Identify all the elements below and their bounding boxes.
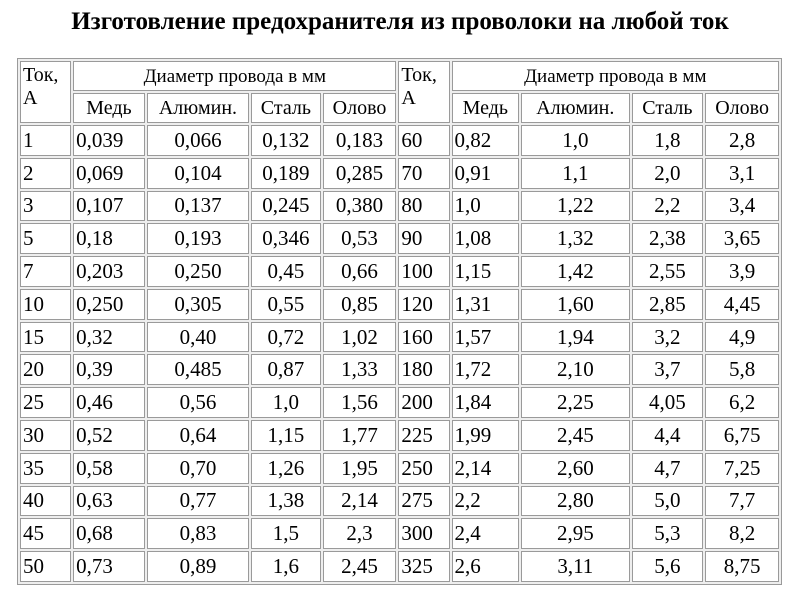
table-row bbox=[20, 518, 779, 549]
table-row bbox=[20, 125, 779, 156]
current-cell: 300 bbox=[398, 518, 449, 549]
current-cell: 160 bbox=[398, 322, 449, 353]
copper-cell: 1,15 bbox=[452, 256, 520, 287]
steel-cell: 1,5 bbox=[251, 518, 321, 549]
tin-cell: 0,380 bbox=[323, 191, 397, 222]
material-header-steel: Сталь bbox=[632, 93, 704, 123]
tin-cell: 5,8 bbox=[705, 354, 779, 385]
current-cell: 15 bbox=[20, 322, 71, 353]
tin-cell: 1,56 bbox=[323, 387, 397, 418]
steel-cell: 2,55 bbox=[632, 256, 704, 287]
current-cell: 20 bbox=[20, 354, 71, 385]
copper-cell: 0,32 bbox=[73, 322, 145, 353]
aluminium-cell: 0,89 bbox=[147, 551, 249, 582]
tin-cell: 3,4 bbox=[705, 191, 779, 222]
aluminium-cell: 1,0 bbox=[521, 125, 629, 156]
copper-cell: 0,73 bbox=[73, 551, 145, 582]
current-cell: 250 bbox=[398, 453, 449, 484]
aluminium-cell: 1,60 bbox=[521, 289, 629, 320]
fuse-wire-table bbox=[17, 58, 782, 585]
tin-cell: 7,25 bbox=[705, 453, 779, 484]
aluminium-cell: 0,104 bbox=[147, 158, 249, 189]
aluminium-cell: 1,42 bbox=[521, 256, 629, 287]
header-row bbox=[20, 61, 779, 91]
steel-cell: 0,72 bbox=[251, 322, 321, 353]
steel-cell: 5,6 bbox=[632, 551, 704, 582]
steel-cell: 0,55 bbox=[251, 289, 321, 320]
table-row bbox=[20, 289, 779, 320]
table-row bbox=[20, 453, 779, 484]
copper-cell: 1,99 bbox=[452, 420, 520, 451]
table-row bbox=[20, 420, 779, 451]
aluminium-cell: 2,95 bbox=[521, 518, 629, 549]
steel-cell: 0,45 bbox=[251, 256, 321, 287]
tin-cell: 4,45 bbox=[705, 289, 779, 320]
table-row bbox=[20, 158, 779, 189]
steel-cell: 5,3 bbox=[632, 518, 704, 549]
page-title: Изготовление предохранителя из проволоки на любой ток bbox=[71, 8, 729, 35]
tin-cell: 7,7 bbox=[705, 486, 779, 517]
tin-cell: 2,45 bbox=[323, 551, 397, 582]
table-body bbox=[20, 61, 779, 582]
tin-cell: 2,3 bbox=[323, 518, 397, 549]
copper-cell: 1,72 bbox=[452, 354, 520, 385]
copper-cell: 0,069 bbox=[73, 158, 145, 189]
current-cell: 3 bbox=[20, 191, 71, 222]
steel-cell: 2,0 bbox=[632, 158, 704, 189]
fuse-wire-table-container bbox=[17, 58, 782, 585]
aluminium-cell: 0,56 bbox=[147, 387, 249, 418]
steel-cell: 0,346 bbox=[251, 223, 321, 254]
aluminium-cell: 0,250 bbox=[147, 256, 249, 287]
aluminium-cell: 2,80 bbox=[521, 486, 629, 517]
steel-cell: 0,245 bbox=[251, 191, 321, 222]
material-header-copper: Медь bbox=[73, 93, 145, 123]
table-row bbox=[20, 322, 779, 353]
steel-cell: 1,6 bbox=[251, 551, 321, 582]
copper-cell: 0,52 bbox=[73, 420, 145, 451]
material-header-aluminium: Алюмин. bbox=[521, 93, 629, 123]
current-cell: 50 bbox=[20, 551, 71, 582]
current-header-label: Ток, А bbox=[23, 64, 59, 109]
tin-cell: 1,33 bbox=[323, 354, 397, 385]
tin-cell: 3,9 bbox=[705, 256, 779, 287]
diameter-header-cell bbox=[452, 61, 779, 91]
table-row bbox=[20, 191, 779, 222]
aluminium-cell: 3,11 bbox=[521, 551, 629, 582]
current-cell: 325 bbox=[398, 551, 449, 582]
steel-cell: 1,15 bbox=[251, 420, 321, 451]
steel-cell: 3,7 bbox=[632, 354, 704, 385]
current-cell: 25 bbox=[20, 387, 71, 418]
steel-cell: 1,38 bbox=[251, 486, 321, 517]
aluminium-cell: 0,137 bbox=[147, 191, 249, 222]
steel-cell: 3,2 bbox=[632, 322, 704, 353]
steel-cell: 1,8 bbox=[632, 125, 704, 156]
copper-cell: 2,14 bbox=[452, 453, 520, 484]
tin-cell: 0,285 bbox=[323, 158, 397, 189]
copper-cell: 0,39 bbox=[73, 354, 145, 385]
aluminium-cell: 0,305 bbox=[147, 289, 249, 320]
material-header-steel: Сталь bbox=[251, 93, 321, 123]
current-cell: 275 bbox=[398, 486, 449, 517]
aluminium-cell: 0,193 bbox=[147, 223, 249, 254]
table-row bbox=[20, 486, 779, 517]
steel-cell: 5,0 bbox=[632, 486, 704, 517]
tin-cell: 2,14 bbox=[323, 486, 397, 517]
aluminium-cell: 0,83 bbox=[147, 518, 249, 549]
steel-cell: 0,87 bbox=[251, 354, 321, 385]
steel-cell: 1,0 bbox=[251, 387, 321, 418]
tin-cell: 0,53 bbox=[323, 223, 397, 254]
steel-cell: 2,2 bbox=[632, 191, 704, 222]
copper-cell: 1,0 bbox=[452, 191, 520, 222]
current-cell: 70 bbox=[398, 158, 449, 189]
diameter-header-label: Диаметр провода в мм bbox=[143, 65, 326, 87]
current-cell: 200 bbox=[398, 387, 449, 418]
steel-cell: 2,38 bbox=[632, 223, 704, 254]
tin-cell: 1,77 bbox=[323, 420, 397, 451]
copper-cell: 0,46 bbox=[73, 387, 145, 418]
copper-cell: 0,58 bbox=[73, 453, 145, 484]
current-cell: 1 bbox=[20, 125, 71, 156]
table-row bbox=[20, 354, 779, 385]
tin-cell: 6,2 bbox=[705, 387, 779, 418]
tin-cell: 1,02 bbox=[323, 322, 397, 353]
aluminium-cell: 0,066 bbox=[147, 125, 249, 156]
tin-cell: 3,65 bbox=[705, 223, 779, 254]
aluminium-cell: 0,485 bbox=[147, 354, 249, 385]
tin-cell: 4,9 bbox=[705, 322, 779, 353]
tin-cell: 0,183 bbox=[323, 125, 397, 156]
copper-cell: 1,57 bbox=[452, 322, 520, 353]
current-header-label: Ток, А bbox=[401, 64, 437, 109]
tin-cell: 2,8 bbox=[705, 125, 779, 156]
copper-cell: 0,91 bbox=[452, 158, 520, 189]
tin-cell: 8,2 bbox=[705, 518, 779, 549]
tin-cell: 8,75 bbox=[705, 551, 779, 582]
steel-cell: 0,189 bbox=[251, 158, 321, 189]
copper-cell: 0,63 bbox=[73, 486, 145, 517]
copper-cell: 0,82 bbox=[452, 125, 520, 156]
copper-cell: 1,84 bbox=[452, 387, 520, 418]
current-cell: 90 bbox=[398, 223, 449, 254]
current-cell: 60 bbox=[398, 125, 449, 156]
aluminium-cell: 2,25 bbox=[521, 387, 629, 418]
current-cell: 30 bbox=[20, 420, 71, 451]
copper-cell: 0,18 bbox=[73, 223, 145, 254]
tin-cell: 0,85 bbox=[323, 289, 397, 320]
copper-cell: 0,68 bbox=[73, 518, 145, 549]
aluminium-cell: 0,40 bbox=[147, 322, 249, 353]
copper-cell: 2,2 bbox=[452, 486, 520, 517]
current-cell: 7 bbox=[20, 256, 71, 287]
copper-cell: 0,039 bbox=[73, 125, 145, 156]
current-cell: 100 bbox=[398, 256, 449, 287]
table-row bbox=[20, 256, 779, 287]
current-cell: 120 bbox=[398, 289, 449, 320]
current-header-cell bbox=[20, 61, 71, 123]
material-header-copper: Медь bbox=[452, 93, 520, 123]
steel-cell: 4,7 bbox=[632, 453, 704, 484]
copper-cell: 0,107 bbox=[73, 191, 145, 222]
diameter-header-label: Диаметр провода в мм bbox=[524, 65, 707, 87]
aluminium-cell: 2,10 bbox=[521, 354, 629, 385]
current-cell: 180 bbox=[398, 354, 449, 385]
table-row bbox=[20, 551, 779, 582]
steel-cell: 0,132 bbox=[251, 125, 321, 156]
current-cell: 5 bbox=[20, 223, 71, 254]
aluminium-cell: 0,64 bbox=[147, 420, 249, 451]
material-header-aluminium: Алюмин. bbox=[147, 93, 249, 123]
tin-cell: 3,1 bbox=[705, 158, 779, 189]
aluminium-cell: 2,60 bbox=[521, 453, 629, 484]
material-header-tin: Олово bbox=[323, 93, 397, 123]
current-cell: 10 bbox=[20, 289, 71, 320]
current-cell: 2 bbox=[20, 158, 71, 189]
copper-cell: 1,08 bbox=[452, 223, 520, 254]
copper-cell: 2,4 bbox=[452, 518, 520, 549]
steel-cell: 2,85 bbox=[632, 289, 704, 320]
aluminium-cell: 2,45 bbox=[521, 420, 629, 451]
table-row bbox=[20, 223, 779, 254]
current-cell: 45 bbox=[20, 518, 71, 549]
steel-cell: 4,4 bbox=[632, 420, 704, 451]
copper-cell: 0,250 bbox=[73, 289, 145, 320]
table-row bbox=[20, 387, 779, 418]
aluminium-cell: 0,70 bbox=[147, 453, 249, 484]
current-header-cell bbox=[398, 61, 449, 123]
aluminium-cell: 1,1 bbox=[521, 158, 629, 189]
tin-cell: 1,95 bbox=[323, 453, 397, 484]
material-header-tin: Олово bbox=[705, 93, 779, 123]
aluminium-cell: 1,22 bbox=[521, 191, 629, 222]
copper-cell: 1,31 bbox=[452, 289, 520, 320]
current-cell: 225 bbox=[398, 420, 449, 451]
aluminium-cell: 0,77 bbox=[147, 486, 249, 517]
copper-cell: 2,6 bbox=[452, 551, 520, 582]
current-cell: 40 bbox=[20, 486, 71, 517]
steel-cell: 1,26 bbox=[251, 453, 321, 484]
aluminium-cell: 1,94 bbox=[521, 322, 629, 353]
aluminium-cell: 1,32 bbox=[521, 223, 629, 254]
copper-cell: 0,203 bbox=[73, 256, 145, 287]
tin-cell: 0,66 bbox=[323, 256, 397, 287]
current-cell: 35 bbox=[20, 453, 71, 484]
diameter-header-cell bbox=[73, 61, 396, 91]
tin-cell: 6,75 bbox=[705, 420, 779, 451]
steel-cell: 4,05 bbox=[632, 387, 704, 418]
current-cell: 80 bbox=[398, 191, 449, 222]
